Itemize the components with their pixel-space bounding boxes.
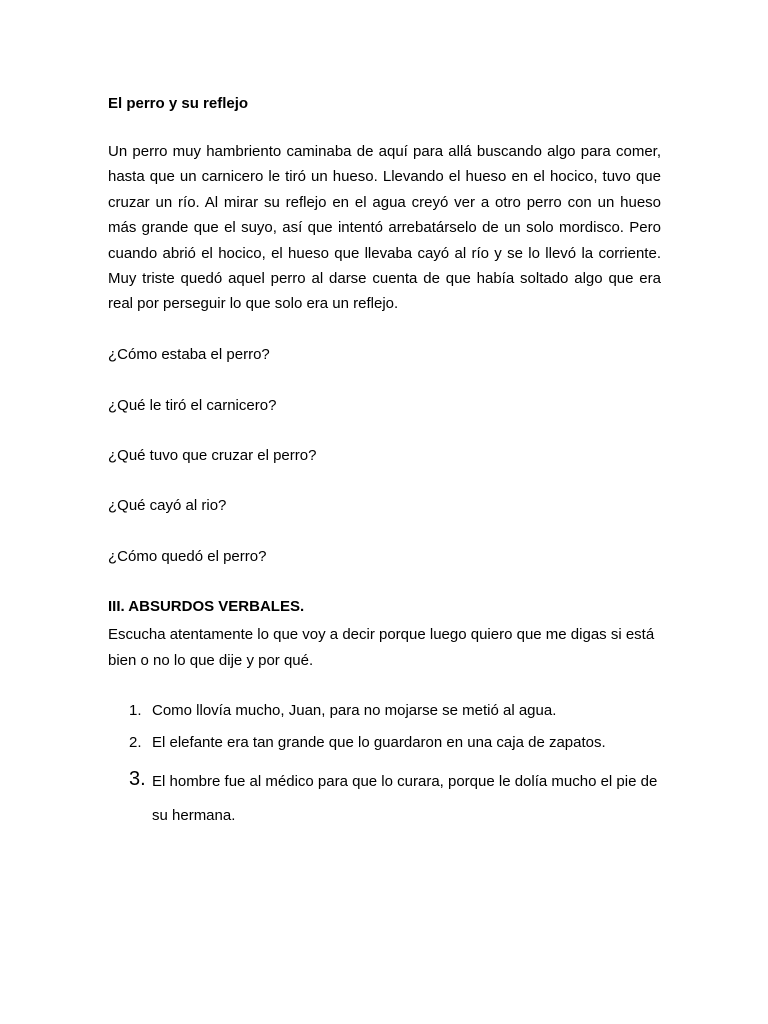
list-text: Como llovía mucho, Juan, para no mojarse se metió al agua. <box>152 702 557 719</box>
list-number: 3. <box>129 768 146 790</box>
list-item-1 <box>129 700 661 722</box>
question-4: ¿Qué cayó al rio? <box>108 497 227 514</box>
question-5: ¿Cómo quedó el perro? <box>108 548 267 565</box>
list-item-3 <box>129 768 661 833</box>
question-3: ¿Qué tuvo que cruzar el perro? <box>108 447 317 464</box>
section-instructions: Escucha atentamente lo que voy a decir porque luego quiero que me digas si está bien o no lo que dije y por qué. <box>108 626 655 669</box>
question-1: ¿Cómo estaba el perro? <box>108 346 270 363</box>
story-title: El perro y su reflejo <box>108 95 249 112</box>
list-number: 1. <box>129 702 142 719</box>
list-item-2 <box>129 732 661 754</box>
list-text: El elefante era tan grande que lo guardaron en una caja de zapatos. <box>152 734 606 751</box>
story-paragraph: Un perro muy hambriento caminaba de aquí para allá buscando algo para comer, hasta que un carnicero le tiró un hueso. Llevando el hueso en el hocico, tuvo que cruzar un río. Al mirar su reflejo en el agua creyó ver a otro perro con un hueso más grande que el suyo, así que intentó arrebatárselo de un solo mordisco. Pero cuando abrió el hocico, el hueso que llevaba cayó al río y se lo llevó la corriente. Muy triste quedó aquel perro al darse cuenta de que había soltado algo que era real por perseguir lo que solo era un reflejo. <box>108 143 661 313</box>
list-number: 2. <box>129 734 142 751</box>
section-heading: III. ABSURDOS VERBALES. <box>108 598 305 615</box>
question-2: ¿Qué le tiró el carnicero? <box>108 397 277 414</box>
list-text: El hombre fue al médico para que lo curara, porque le dolía mucho el pie de su hermana. <box>152 773 658 824</box>
